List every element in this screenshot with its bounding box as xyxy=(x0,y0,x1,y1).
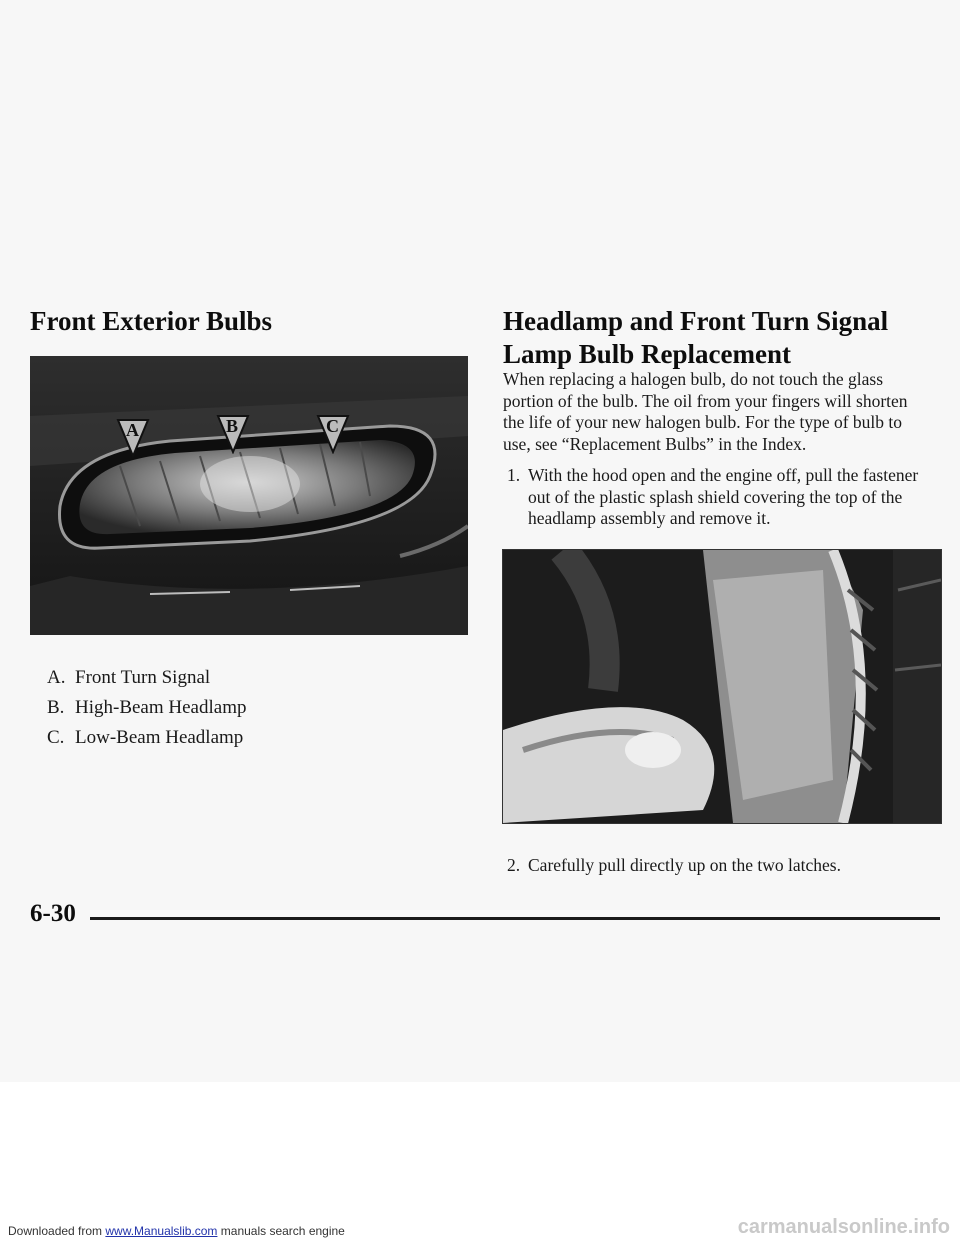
halogen-warning-paragraph: When replacing a halogen bulb, do not touch the glass portion of the bulb. The oil from your fingers will shorten the life of your new halogen bulb. For the type of bulb to use, see “Replacement Bulbs” in the Index. xyxy=(503,369,908,454)
download-note: Downloaded from www.Manualslib.com manuals search engine xyxy=(8,1224,345,1238)
callout-c-marker xyxy=(316,414,350,454)
step-text: Carefully pull directly up on the two latches. xyxy=(528,855,841,875)
section-title-front-exterior-bulbs: Front Exterior Bulbs xyxy=(30,306,273,336)
step-1 xyxy=(507,465,935,530)
headlamp-photo xyxy=(30,356,468,635)
legend-item-b: B. High-Beam Headlamp xyxy=(47,697,247,718)
callout-a-marker xyxy=(116,418,150,458)
callout-b-label: B xyxy=(226,416,239,436)
footer-rule xyxy=(90,917,940,920)
callout-a-label: A xyxy=(126,420,139,440)
step-2 xyxy=(507,855,935,877)
legend-item-a: A. Front Turn Signal xyxy=(47,667,211,688)
legend-item-c: C. Low-Beam Headlamp xyxy=(47,727,244,748)
callout-b-marker xyxy=(216,414,250,454)
page-number: 6-30 xyxy=(30,900,76,927)
step-number: 2. xyxy=(507,855,521,875)
brand-watermark: carmanualsonline.info xyxy=(737,1216,950,1238)
step-number: 1. xyxy=(507,465,521,485)
bulb-legend xyxy=(47,663,246,753)
splash-shield-photo xyxy=(502,549,942,824)
manualslib-link[interactable]: www.Manualslib.com xyxy=(105,1224,218,1238)
step-text: With the hood open and the engine off, pull the fastener out of the plastic splash shield covering the top of the headlamp assembly and remove it. xyxy=(528,465,919,528)
callout-c-label: C xyxy=(326,416,339,436)
section-title-headlamp-replacement: Headlamp and Front Turn Signal Lamp Bulb Replacement xyxy=(503,306,889,369)
